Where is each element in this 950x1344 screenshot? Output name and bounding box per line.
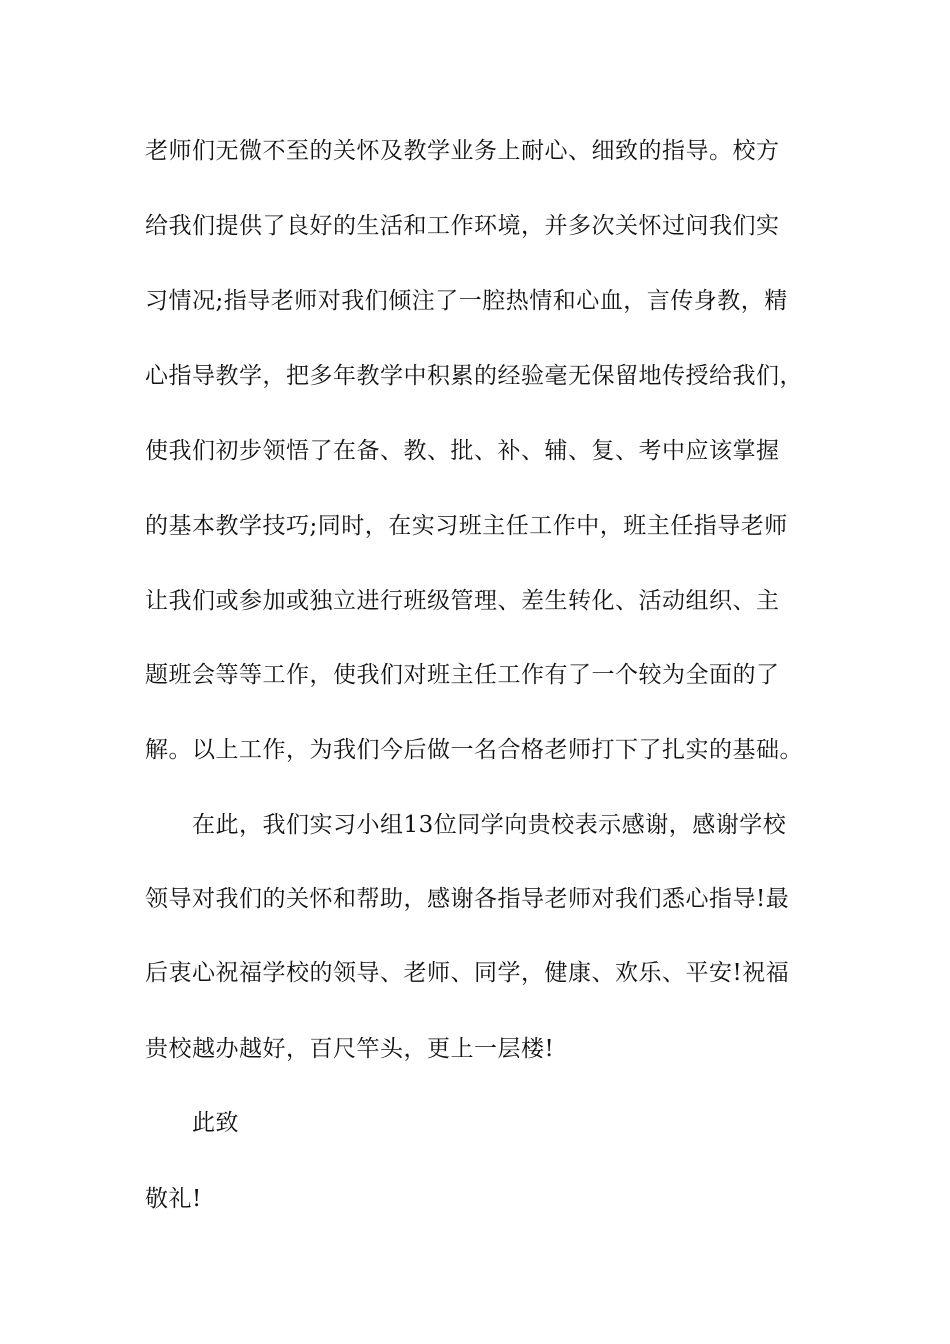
paragraph-line-10: 在此，我们实习小组13位同学向贵校表示感谢，感谢学校 xyxy=(192,812,787,838)
paragraph-line-8: 题班会等等工作，使我们对班主任工作有了一个较为全面的了 xyxy=(145,662,780,688)
paragraph-line-13: 贵校越办越好，百尺竿头，更上一层楼! xyxy=(145,1036,555,1062)
closing-regards: 敬礼! xyxy=(145,1186,202,1212)
paragraph-line-2: 给我们提供了良好的生活和工作环境，并多次关怀过问我们实 xyxy=(145,213,780,239)
paragraph-line-4: 心指导教学，把多年教学中积累的经验毫无保留地传授给我们， xyxy=(145,363,803,389)
paragraph-line-11: 领导对我们的关怀和帮助，感谢各指导老师对我们悉心指导!最 xyxy=(145,886,790,912)
closing-salutation: 此致 xyxy=(192,1110,239,1136)
paragraph-line-1: 老师们无微不至的关怀及教学业务上耐心、细致的指导。校方 xyxy=(145,138,780,164)
paragraph-line-7: 让我们或参加或独立进行班级管理、差生转化、活动组织、主 xyxy=(145,588,780,614)
paragraph-line-3: 习情况;指导老师对我们倾注了一腔热情和心血，言传身教，精 xyxy=(145,288,788,314)
paragraph-line-5: 使我们初步领悟了在备、教、批、补、辅、复、考中应该掌握 xyxy=(145,438,780,464)
paragraph-line-12: 后衷心祝福学校的领导、老师、同学，健康、欢乐、平安!祝福 xyxy=(145,960,790,986)
paragraph-line-9: 解。以上工作，为我们今后做一名合格老师打下了扎实的基础。 xyxy=(145,737,803,763)
paragraph-line-6: 的基本教学技巧;同时，在实习班主任工作中，班主任指导老师 xyxy=(145,513,788,539)
